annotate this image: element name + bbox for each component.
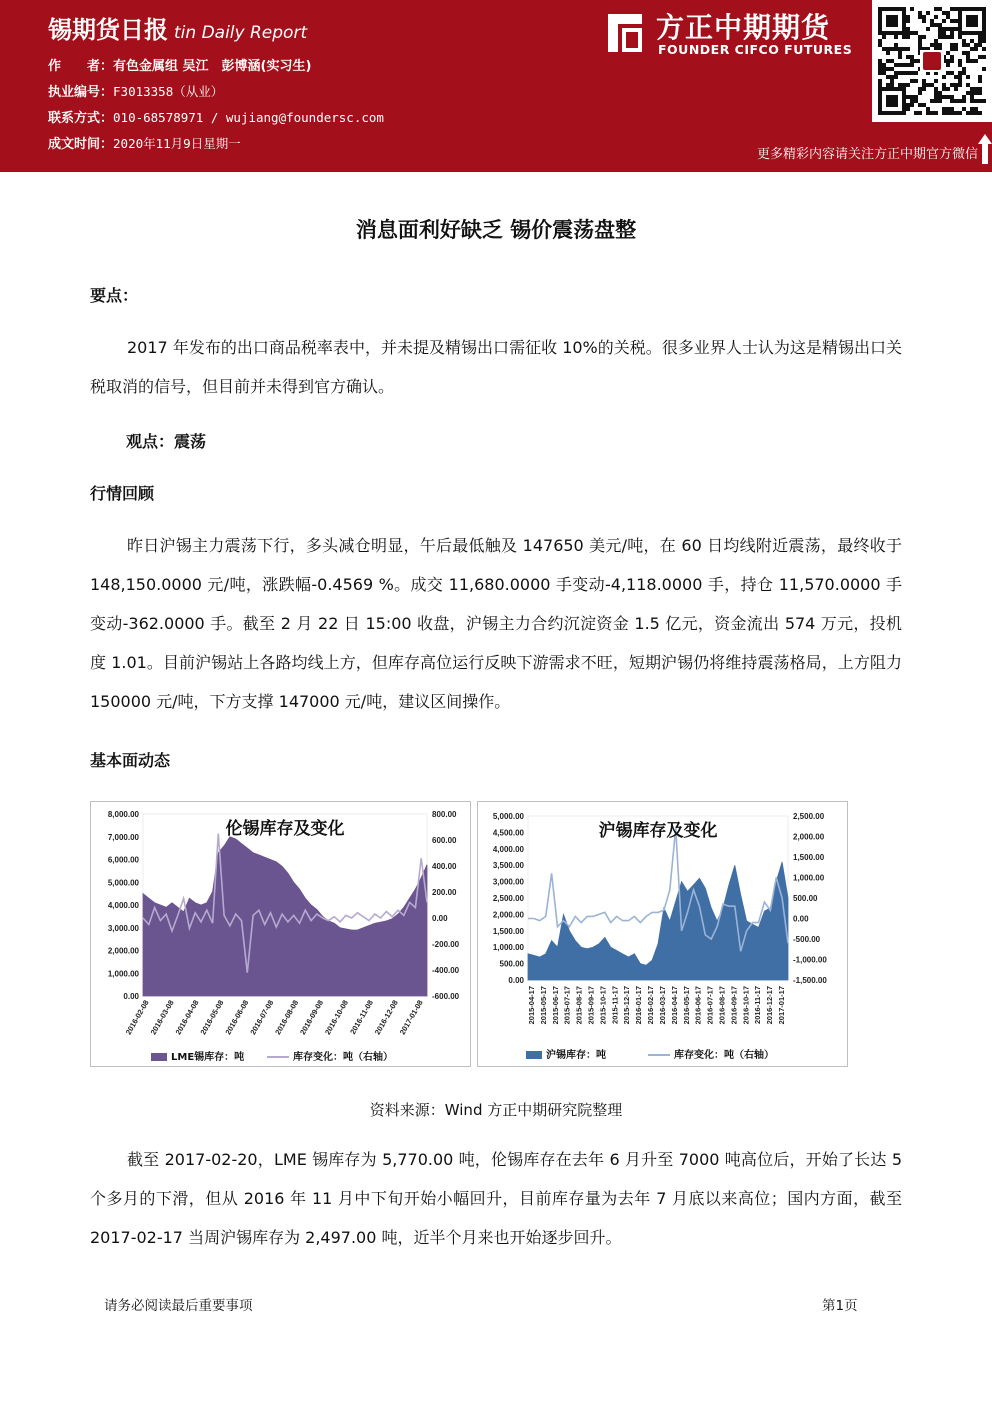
x-axis-tick-label: 2015-04-17 <box>527 986 536 1025</box>
x-axis-tick-label: 2015-06-17 <box>550 986 560 1025</box>
left-axis-tick-label: 1,500.00 <box>492 926 524 936</box>
license-label: 执业编号： <box>48 85 114 100</box>
left-axis-tick-label: 1,000.00 <box>107 969 139 979</box>
x-axis-tick-label: 2015-10-17 <box>598 986 608 1025</box>
left-axis-tick-label: 2,500.00 <box>492 894 524 903</box>
market-review-paragraph: 昨日沪锡主力震荡下行，多头减仓明显，午后最低触及 147650 美元/吨，在 60 日均线附近震荡，最终收于 148,150.0000 元/吨，涨跌幅-0.4569 %。成交 11,680.0000 手变动-4,118.0000 手，持仓 11,570.0000 手变动-362.0000 手。截至 2 月 22 日 15:00 收盘，沪锡主力合约沉淀资金 1.5 亿元，资金流出 574 万元，投机度 1.01。目前沪锡站上各路均线上方，但库存高位运行反映下游需求不旺，短期沪锡仍将维持震荡格局，上方阻力 150000 元/吨，下方支撑 147000 元/吨，建议区间操作。 <box>90 536 902 711</box>
x-axis-tick-label: 2015-12-17 <box>622 986 632 1025</box>
right-axis-tick-label: -200.00 <box>432 940 460 949</box>
x-axis-tick-label: 2016-01-17 <box>634 986 644 1025</box>
x-axis-tick-label: 2015-08-17 <box>574 986 584 1025</box>
x-axis-tick-label: 2016-02-08 <box>123 998 151 1037</box>
x-axis-tick-label: 2016-05-17 <box>681 986 691 1025</box>
left-axis-tick-label: 0.00 <box>123 992 139 1001</box>
left-axis-tick-label: 500.00 <box>499 959 524 969</box>
right-axis-tick-label: -500.00 <box>793 935 821 944</box>
right-axis-tick-label: 600.00 <box>432 836 457 845</box>
report-header <box>0 0 992 172</box>
x-axis-tick-label: 2016-04-08 <box>173 998 201 1037</box>
qr-logo-icon <box>923 52 941 70</box>
x-axis-tick-label: 2016-03-17 <box>657 986 667 1025</box>
x-axis-tick-label: 2016-11-08 <box>348 998 375 1036</box>
right-axis-tick-label: 1,000.00 <box>793 873 825 883</box>
date-line <box>48 133 241 152</box>
left-axis-tick-label: 4,000.00 <box>492 844 524 854</box>
logo-text-cn: 方正中期期货 <box>656 11 831 44</box>
contact-label: 联系方式： <box>48 111 114 126</box>
shfe-chart-svg <box>478 802 847 1066</box>
x-axis-tick-label: 2017-01-08 <box>397 998 425 1037</box>
date-value: 2020年11月9日星期一 <box>113 136 241 151</box>
x-axis-tick-label: 2017-01-17 <box>777 986 786 1025</box>
x-axis-tick-label: 2016-10-17 <box>741 986 751 1025</box>
report-title-en: tin Daily Report <box>174 23 308 43</box>
wechat-qr-code[interactable] <box>872 0 992 122</box>
x-axis-tick-label: 2015-09-17 <box>586 986 596 1025</box>
x-axis-tick-label: 2016-06-17 <box>693 986 703 1025</box>
right-axis-tick-label: 2,000.00 <box>793 832 825 842</box>
author-label: 作 者： <box>48 59 114 74</box>
x-axis-tick-label: 2016-03-08 <box>148 998 176 1037</box>
right-axis-tick-label: 800.00 <box>432 810 457 819</box>
x-axis-tick-label: 2016-12-08 <box>372 998 400 1037</box>
left-axis-tick-label: 2,000.00 <box>107 946 139 956</box>
view-value: 震荡 <box>174 432 207 451</box>
legend-label-change: 库存变化：吨（右轴） <box>674 1050 774 1061</box>
contact-value[interactable]: 010-68578971 / wujiang@foundersc.com <box>113 110 384 125</box>
view-line <box>126 429 206 452</box>
view-label: 观点： <box>126 432 175 451</box>
left-axis-tick-label: 6,000.00 <box>107 855 139 865</box>
license-value: F3013358（从业） <box>113 84 224 99</box>
document-title: 消息面利好缺乏 锡价震荡盘整 <box>355 218 637 242</box>
chart-title: 沪锡库存及变化 <box>598 821 718 841</box>
author-value: 有色金属组 吴江 彭博涵(实习生) <box>113 59 312 74</box>
footer-page-number: 第1页 <box>822 1298 858 1314</box>
x-axis-tick-label: 2015-11-17 <box>610 986 620 1024</box>
right-axis-tick-label: 200.00 <box>432 888 457 897</box>
legend-label-change: 库存变化：吨（右轴） <box>293 1052 393 1063</box>
right-axis-tick-label: 2,500.00 <box>793 812 825 821</box>
left-axis-tick-label: 3,500.00 <box>492 861 524 871</box>
x-axis-tick-label: 2016-07-17 <box>705 986 715 1025</box>
x-axis-tick-label: 2015-05-17 <box>538 986 548 1025</box>
lme-chart-svg <box>91 802 470 1066</box>
right-axis-tick-label: -1,500.00 <box>793 976 827 985</box>
report-title-cn: 锡期货日报 <box>48 16 168 44</box>
author-line <box>48 55 311 74</box>
x-axis-tick-label: 2016-12-17 <box>765 986 775 1025</box>
x-axis-tick-label: 2016-08-08 <box>273 998 301 1037</box>
legend-label-inventory: LME锡库存：吨 <box>171 1052 245 1063</box>
right-axis-tick-label: -400.00 <box>432 966 460 975</box>
x-axis-tick-label: 2016-11-17 <box>753 986 763 1024</box>
x-axis-tick-label: 2016-09-08 <box>298 998 326 1037</box>
left-axis-tick-label: 5,000.00 <box>492 812 524 821</box>
legend-swatch-area <box>526 1051 542 1059</box>
legend-swatch-area <box>151 1053 167 1061</box>
x-axis-tick-label: 2016-10-08 <box>323 998 351 1037</box>
contact-line <box>48 107 384 126</box>
x-axis-tick-label: 2016-04-17 <box>669 986 679 1025</box>
x-axis-tick-label: 2016-08-17 <box>717 986 727 1025</box>
x-axis-tick-label: 2015-07-17 <box>562 986 572 1025</box>
footer-disclaimer-note: 请务必阅读最后重要事项 <box>104 1298 253 1314</box>
shfe-tin-inventory-chart <box>477 801 848 1067</box>
up-arrow-icon <box>978 134 992 164</box>
left-axis-tick-label: 1,000.00 <box>492 943 524 953</box>
left-axis-tick-label: 3,000.00 <box>492 877 524 887</box>
lme-tin-inventory-chart <box>90 801 471 1067</box>
follow-wechat-text: 更多精彩内容请关注方正中期官方微信 <box>756 147 978 162</box>
left-axis-tick-label: 4,000.00 <box>107 901 139 910</box>
x-axis-tick-label: 2016-09-17 <box>729 986 739 1025</box>
company-logo <box>600 6 862 62</box>
inventory-paragraph: 截至 2017-02-20，LME 锡库存为 5,770.00 吨，伦锡库存在去年 6 月升至 7000 吨高位后，开始了长达 5 个多月的下滑，但从 2016 年 11 月中下旬开始小幅回升，目前库存量为去年 7 月底以来高位；国内方面，截至 2017-02-17 当周沪锡库存为 2,497.00 吨，近半个月来也开始逐步回升。 <box>90 1150 902 1247</box>
left-axis-tick-label: 4,500.00 <box>492 828 524 838</box>
right-axis-tick-label: 0.00 <box>432 914 448 923</box>
left-axis-tick-label: 8,000.00 <box>107 810 139 819</box>
logo-text-en: FOUNDER CIFCO FUTURES <box>658 42 853 57</box>
qr-code-icon <box>878 6 986 116</box>
date-label: 成文时间： <box>48 137 114 152</box>
right-axis-tick-label: -1,000.00 <box>793 955 827 965</box>
x-axis-tick-label: 2016-02-17 <box>646 986 656 1025</box>
left-axis-tick-label: 0.00 <box>508 976 524 985</box>
key-points-paragraph: 2017 年发布的出口商品税率表中，并未提及精锡出口需征收 10%的关税。很多业界人士认为这是精锡出口关税取消的信号，但目前并未得到官方确认。 <box>90 338 902 396</box>
left-axis-tick-label: 7,000.00 <box>107 832 139 842</box>
left-axis-tick-label: 2,000.00 <box>492 910 524 920</box>
logo-mark-icon <box>600 10 646 56</box>
market-review-heading: 行情回顾 <box>90 484 155 503</box>
data-source-note: 资料来源：Wind 方正中期研究院整理 <box>369 1101 623 1119</box>
legend-label-inventory: 沪锡库存：吨 <box>546 1050 606 1061</box>
chart-title: 伦锡库存及变化 <box>225 819 345 839</box>
x-axis-tick-label: 2016-07-08 <box>248 998 276 1037</box>
right-axis-tick-label: 400.00 <box>432 862 457 871</box>
left-axis-tick-label: 3,000.00 <box>107 923 139 933</box>
right-axis-tick-label: 1,500.00 <box>793 853 825 862</box>
license-line <box>48 81 223 100</box>
right-axis-tick-label: 500.00 <box>793 894 818 903</box>
x-axis-tick-label: 2016-05-08 <box>198 998 226 1037</box>
x-axis-tick-label: 2016-06-08 <box>223 998 251 1037</box>
fundamentals-heading: 基本面动态 <box>90 751 171 770</box>
key-points-heading: 要点： <box>90 286 139 305</box>
left-axis-tick-label: 5,000.00 <box>107 878 139 888</box>
report-title <box>48 10 307 45</box>
right-axis-tick-label: -600.00 <box>432 992 460 1001</box>
right-axis-tick-label: 0.00 <box>793 914 809 924</box>
